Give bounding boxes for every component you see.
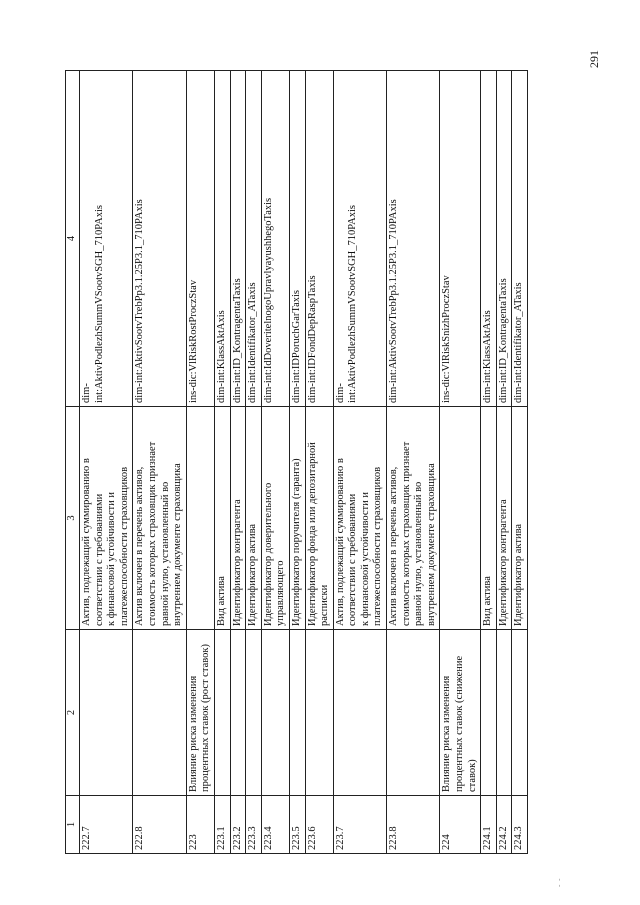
description-cell: Идентификатор доверительного управляющего <box>261 407 289 630</box>
section-title-cell <box>512 630 528 796</box>
row-number-cell: 224 <box>440 796 481 854</box>
column-header: 3 <box>66 407 80 630</box>
column-header: 1 <box>66 796 80 854</box>
code-cell: dim-int:ID_KontragentaTaxis <box>230 71 246 407</box>
code-cell: dim- int:AktivPodlezhSummVSootvSGH_710PAxis <box>333 71 386 407</box>
description-cell: Идентификатор актива <box>512 407 528 630</box>
row-number-cell: 222.7 <box>80 796 133 854</box>
description-cell: Вид актива <box>214 407 230 630</box>
code-cell: dim-int:AktivSootvTrebPp3.1.25P3.1_710PAxis <box>133 71 186 407</box>
code-cell: dim-int:Identifikator_ATaxis <box>512 71 528 407</box>
section-title-cell <box>230 630 246 796</box>
code-cell: dim-int:Identifikator_ATaxis <box>246 71 262 407</box>
description-cell: Идентификатор актива <box>246 407 262 630</box>
code-cell: ins-dic:VlRiskRostProczStav <box>186 71 214 407</box>
description-cell: Вид актива <box>481 407 497 630</box>
column-header: 4 <box>66 71 80 407</box>
table-header <box>66 71 80 854</box>
table-row <box>333 71 386 854</box>
section-title-cell <box>481 630 497 796</box>
table-row <box>246 71 262 854</box>
section-title-cell <box>133 630 186 796</box>
description-cell <box>186 407 214 630</box>
code-cell: ins-dic:VlRiskSnizhProczStav <box>440 71 481 407</box>
section-title-cell <box>214 630 230 796</box>
section-title-cell <box>80 630 133 796</box>
table-body <box>80 71 528 854</box>
table-row <box>80 71 133 854</box>
row-number-cell: 223.7 <box>333 796 386 854</box>
table-row <box>305 71 333 854</box>
margin-marks: - - <box>555 877 563 887</box>
section-title-cell: Влияние риска изменения процентных ставок (рост ставок) <box>186 630 214 796</box>
section-title-cell <box>289 630 305 796</box>
table-row <box>481 71 497 854</box>
table-row <box>289 71 305 854</box>
code-cell: dim-int:KlassAktAxis <box>481 71 497 407</box>
code-cell: dim-int:IDPoruchGarTaxis <box>289 71 305 407</box>
table-row <box>496 71 512 854</box>
section-title-cell <box>246 630 262 796</box>
code-cell: dim-int:IdDoveritelnogoUpravlyayushhegoTaxis <box>261 71 289 407</box>
row-number-cell: 223.8 <box>387 796 440 854</box>
table-row <box>186 71 214 854</box>
section-title-cell <box>496 630 512 796</box>
row-number-cell: 224.1 <box>481 796 497 854</box>
row-number-cell: 223.3 <box>246 796 262 854</box>
code-cell: dim-int:KlassAktAxis <box>214 71 230 407</box>
page-number: 291 <box>587 50 601 68</box>
section-title-cell <box>261 630 289 796</box>
description-cell: Актив, подлежащий суммированию в соответствии с требованиями к финансовой устойчивости и платежеспособности страховщиков <box>80 407 133 630</box>
description-cell: Идентификатор поручителя (гаранта) <box>289 407 305 630</box>
header-row <box>66 71 80 854</box>
table-row <box>387 71 440 854</box>
row-number-cell: 223.5 <box>289 796 305 854</box>
code-cell: dim-int:AktivSootvTrebPp3.1.25P3.1_710PAxis <box>387 71 440 407</box>
row-number-cell: 224.3 <box>512 796 528 854</box>
section-title-cell <box>387 630 440 796</box>
table-row <box>214 71 230 854</box>
description-cell: Идентификатор контрагента <box>230 407 246 630</box>
description-cell: Актив, подлежащий суммированию в соответствии с требованиями к финансовой устойчивости и платежеспособности страховщиков <box>333 407 386 630</box>
row-number-cell: 223.2 <box>230 796 246 854</box>
table-row <box>230 71 246 854</box>
description-cell: Идентификатор фонда или депозитарной расписки <box>305 407 333 630</box>
row-number-cell: 224.2 <box>496 796 512 854</box>
description-cell <box>440 407 481 630</box>
description-cell: Идентификатор контрагента <box>496 407 512 630</box>
table-row <box>440 71 481 854</box>
row-number-cell: 223.1 <box>214 796 230 854</box>
section-title-cell <box>333 630 386 796</box>
column-header: 2 <box>66 630 80 796</box>
description-cell: Актив включен в перечень активов, стоимость которых страховщик признает равной нулю, установленный во внутреннем документе страховщика <box>387 407 440 630</box>
data-table <box>65 70 528 854</box>
section-title-cell <box>305 630 333 796</box>
table-row <box>133 71 186 854</box>
table-row <box>512 71 528 854</box>
section-title-cell: Влияние риска изменения процентных ставок (снижение ставок) <box>440 630 481 796</box>
table-row <box>261 71 289 854</box>
code-cell: dim- int:AktivPodlezhSummVSootvSGH_710PAxis <box>80 71 133 407</box>
row-number-cell: 223.6 <box>305 796 333 854</box>
row-number-cell: 223 <box>186 796 214 854</box>
code-cell: dim-int:IDFondDepRaspTaxis <box>305 71 333 407</box>
description-cell: Актив включен в перечень активов, стоимость которых страховщик признает равной нулю, установленный во внутреннем документе страховщика <box>133 407 186 630</box>
code-cell: dim-int:ID_KontragentaTaxis <box>496 71 512 407</box>
row-number-cell: 223.4 <box>261 796 289 854</box>
row-number-cell: 222.8 <box>133 796 186 854</box>
